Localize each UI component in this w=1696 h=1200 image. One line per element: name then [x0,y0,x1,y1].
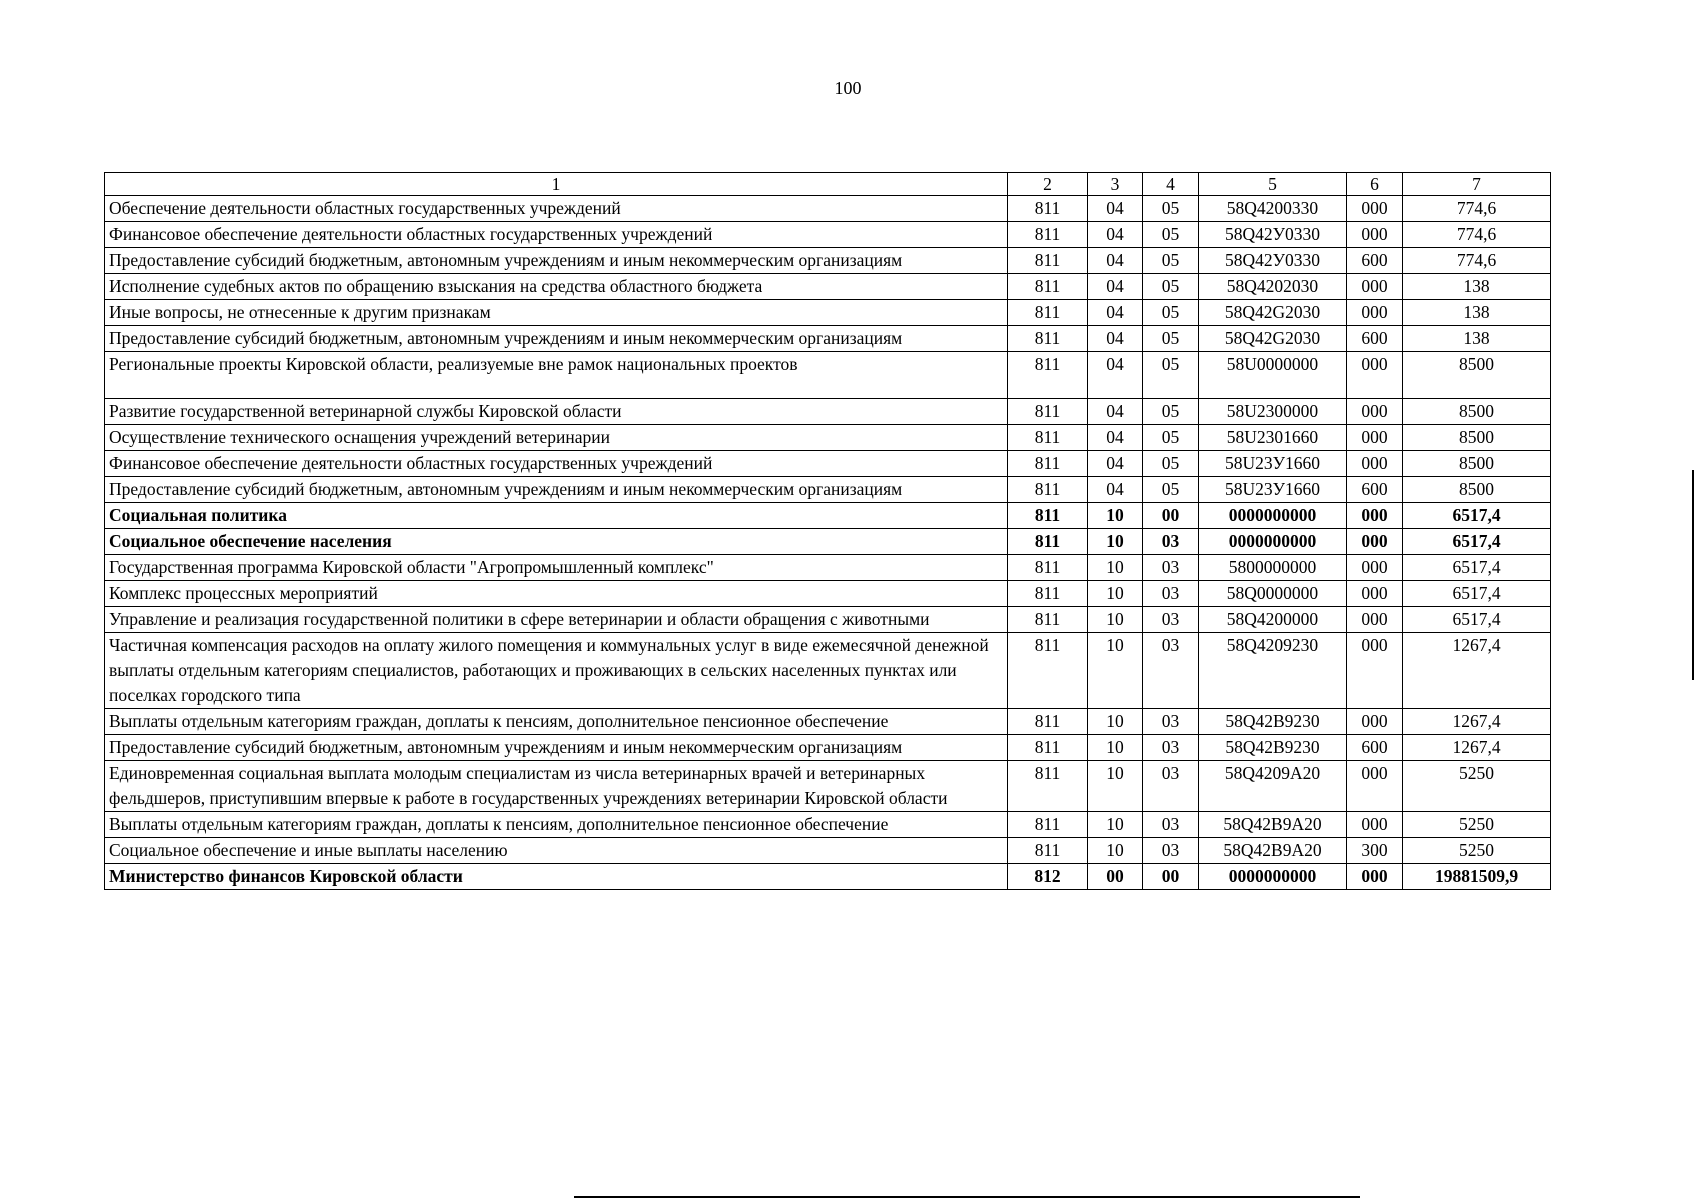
subsection-cell: 05 [1143,451,1199,477]
table-row [105,300,1551,326]
header-cell: 5 [1199,173,1347,196]
amount-cell: 774,6 [1403,248,1551,274]
section-cell: 10 [1088,838,1143,864]
chapter-cell: 811 [1008,300,1088,326]
chapter-cell: 811 [1008,352,1088,399]
chapter-cell: 811 [1008,196,1088,222]
table-row [105,503,1551,529]
amount-cell: 774,6 [1403,222,1551,248]
target-article-cell: 58Q4209230 [1199,633,1347,709]
target-article-cell: 0000000000 [1199,503,1347,529]
amount-cell: 6517,4 [1403,581,1551,607]
expense-type-cell: 000 [1347,607,1403,633]
row-name-cell: Министерство финансов Кировской области [105,864,1008,890]
table-row [105,425,1551,451]
chapter-cell: 811 [1008,451,1088,477]
section-cell: 04 [1088,425,1143,451]
header-cell: 2 [1008,173,1088,196]
chapter-cell: 811 [1008,477,1088,503]
target-article-cell: 58Q42B9A20 [1199,838,1347,864]
expense-type-cell: 000 [1347,864,1403,890]
table-row [105,864,1551,890]
expense-type-cell: 000 [1347,633,1403,709]
expense-type-cell: 000 [1347,709,1403,735]
header-cell: 3 [1088,173,1143,196]
expense-type-cell: 000 [1347,451,1403,477]
section-cell: 10 [1088,555,1143,581]
page-number: 100 [834,78,862,98]
expense-type-cell: 000 [1347,399,1403,425]
section-cell: 04 [1088,326,1143,352]
table-row [105,735,1551,761]
expense-type-cell: 600 [1347,248,1403,274]
table-row [105,196,1551,222]
chapter-cell: 811 [1008,274,1088,300]
chapter-cell: 811 [1008,503,1088,529]
section-cell: 04 [1088,451,1143,477]
section-cell: 04 [1088,274,1143,300]
row-name-cell: Социальная политика [105,503,1008,529]
row-name-cell: Комплекс процессных мероприятий [105,581,1008,607]
section-cell: 10 [1088,812,1143,838]
target-article-cell: 58Q4200330 [1199,196,1347,222]
target-article-cell: 58Q42B9230 [1199,709,1347,735]
table-row [105,709,1551,735]
chapter-cell: 811 [1008,326,1088,352]
section-cell: 04 [1088,222,1143,248]
amount-cell: 138 [1403,300,1551,326]
target-article-cell: 58U2301660 [1199,425,1347,451]
subsection-cell: 03 [1143,838,1199,864]
chapter-cell: 811 [1008,735,1088,761]
table-row [105,451,1551,477]
subsection-cell: 03 [1143,555,1199,581]
chapter-cell: 811 [1008,812,1088,838]
table-row [105,399,1551,425]
scan-edge-mark [1692,470,1694,680]
table-row [105,812,1551,838]
expense-type-cell: 000 [1347,352,1403,399]
amount-cell: 1267,4 [1403,709,1551,735]
expense-type-cell: 000 [1347,196,1403,222]
amount-cell: 6517,4 [1403,607,1551,633]
header-cell: 6 [1347,173,1403,196]
row-name-cell: Частичная компенсация расходов на оплату жилого помещения и коммунальных услуг в виде ежемесячной денежной выплаты отдельным категориям специалистов, работающих и проживающих в сельских населенных пунктах или поселках городского типа [105,633,1008,709]
amount-cell: 1267,4 [1403,735,1551,761]
expense-type-cell: 000 [1347,300,1403,326]
chapter-cell: 812 [1008,864,1088,890]
amount-cell: 5250 [1403,838,1551,864]
row-name-cell: Исполнение судебных актов по обращению взыскания на средства областного бюджета [105,274,1008,300]
table-row [105,761,1551,812]
row-name-cell: Обеспечение деятельности областных государственных учреждений [105,196,1008,222]
table-row [105,838,1551,864]
row-name-cell: Государственная программа Кировской области "Агропромышленный комплекс" [105,555,1008,581]
expense-type-cell: 000 [1347,761,1403,812]
target-article-cell: 58Q42B9230 [1199,735,1347,761]
table-row [105,607,1551,633]
row-name-cell: Иные вопросы, не отнесенные к другим признакам [105,300,1008,326]
row-name-cell: Предоставление субсидий бюджетным, автономным учреждениям и иным некоммерческим организациям [105,477,1008,503]
subsection-cell: 03 [1143,633,1199,709]
chapter-cell: 811 [1008,607,1088,633]
section-cell: 10 [1088,529,1143,555]
row-name-cell: Предоставление субсидий бюджетным, автономным учреждениям и иным некоммерческим организациям [105,326,1008,352]
table-row [105,477,1551,503]
amount-cell: 1267,4 [1403,633,1551,709]
target-article-cell: 58Q4202030 [1199,274,1347,300]
header-cell: 7 [1403,173,1551,196]
subsection-cell: 05 [1143,352,1199,399]
chapter-cell: 811 [1008,555,1088,581]
expense-type-cell: 000 [1347,812,1403,838]
section-cell: 04 [1088,300,1143,326]
subsection-cell: 03 [1143,709,1199,735]
bottom-rule [574,1196,1360,1198]
target-article-cell: 58U0000000 [1199,352,1347,399]
target-article-cell: 58Q42У0330 [1199,222,1347,248]
table-row [105,274,1551,300]
table-row [105,248,1551,274]
section-cell: 00 [1088,864,1143,890]
subsection-cell: 05 [1143,248,1199,274]
amount-cell: 8500 [1403,425,1551,451]
chapter-cell: 811 [1008,425,1088,451]
target-article-cell: 58Q0000000 [1199,581,1347,607]
table-row [105,352,1551,399]
subsection-cell: 03 [1143,812,1199,838]
table-row [105,633,1551,709]
expense-type-cell: 000 [1347,425,1403,451]
subsection-cell: 03 [1143,607,1199,633]
row-name-cell: Финансовое обеспечение деятельности областных государственных учреждений [105,222,1008,248]
row-name-cell: Выплаты отдельным категориям граждан, доплаты к пенсиям, дополнительное пенсионное обеспечение [105,709,1008,735]
table-body [105,196,1551,890]
expense-type-cell: 000 [1347,529,1403,555]
row-name-cell: Осуществление технического оснащения учреждений ветеринарии [105,425,1008,451]
table-row [105,555,1551,581]
expense-type-cell: 000 [1347,555,1403,581]
row-name-cell: Финансовое обеспечение деятельности областных государственных учреждений [105,451,1008,477]
chapter-cell: 811 [1008,222,1088,248]
section-cell: 10 [1088,503,1143,529]
row-name-cell: Региональные проекты Кировской области, реализуемые вне рамок национальных проектов [105,352,1008,399]
section-cell: 04 [1088,399,1143,425]
row-name-cell: Развитие государственной ветеринарной службы Кировской области [105,399,1008,425]
expense-type-cell: 000 [1347,222,1403,248]
expense-type-cell: 000 [1347,274,1403,300]
expense-type-cell: 000 [1347,581,1403,607]
target-article-cell: 58U2300000 [1199,399,1347,425]
table-row [105,581,1551,607]
target-article-cell: 58Q4200000 [1199,607,1347,633]
header-cell: 4 [1143,173,1199,196]
subsection-cell: 05 [1143,222,1199,248]
amount-cell: 19881509,9 [1403,864,1551,890]
header-row [105,173,1551,196]
amount-cell: 8500 [1403,477,1551,503]
subsection-cell: 05 [1143,196,1199,222]
subsection-cell: 05 [1143,326,1199,352]
chapter-cell: 811 [1008,633,1088,709]
amount-cell: 8500 [1403,399,1551,425]
amount-cell: 138 [1403,274,1551,300]
section-cell: 10 [1088,633,1143,709]
chapter-cell: 811 [1008,838,1088,864]
amount-cell: 6517,4 [1403,529,1551,555]
subsection-cell: 05 [1143,477,1199,503]
row-name-cell: Предоставление субсидий бюджетным, автономным учреждениям и иным некоммерческим организациям [105,735,1008,761]
chapter-cell: 811 [1008,709,1088,735]
table-row [105,222,1551,248]
target-article-cell: 58Q42G2030 [1199,300,1347,326]
amount-cell: 138 [1403,326,1551,352]
subsection-cell: 05 [1143,399,1199,425]
amount-cell: 5250 [1403,812,1551,838]
header-cell: 1 [105,173,1008,196]
target-article-cell: 5800000000 [1199,555,1347,581]
expense-type-cell: 300 [1347,838,1403,864]
section-cell: 10 [1088,607,1143,633]
subsection-cell: 00 [1143,864,1199,890]
subsection-cell: 05 [1143,274,1199,300]
row-name-cell: Социальное обеспечение населения [105,529,1008,555]
target-article-cell: 58Q42B9A20 [1199,812,1347,838]
section-cell: 10 [1088,581,1143,607]
target-article-cell: 0000000000 [1199,864,1347,890]
section-cell: 10 [1088,761,1143,812]
target-article-cell: 58Q42G2030 [1199,326,1347,352]
target-article-cell: 0000000000 [1199,529,1347,555]
amount-cell: 6517,4 [1403,503,1551,529]
section-cell: 10 [1088,709,1143,735]
subsection-cell: 05 [1143,425,1199,451]
section-cell: 04 [1088,196,1143,222]
section-cell: 10 [1088,735,1143,761]
subsection-cell: 03 [1143,581,1199,607]
section-cell: 04 [1088,352,1143,399]
amount-cell: 8500 [1403,352,1551,399]
amount-cell: 8500 [1403,451,1551,477]
row-name-cell: Предоставление субсидий бюджетным, автономным учреждениям и иным некоммерческим организациям [105,248,1008,274]
expense-type-cell: 600 [1347,735,1403,761]
subsection-cell: 00 [1143,503,1199,529]
subsection-cell: 05 [1143,300,1199,326]
subsection-cell: 03 [1143,735,1199,761]
chapter-cell: 811 [1008,761,1088,812]
budget-table [104,172,1551,890]
amount-cell: 5250 [1403,761,1551,812]
table-row [105,326,1551,352]
target-article-cell: 58Q42У0330 [1199,248,1347,274]
chapter-cell: 811 [1008,529,1088,555]
expense-type-cell: 600 [1347,477,1403,503]
section-cell: 04 [1088,477,1143,503]
amount-cell: 6517,4 [1403,555,1551,581]
amount-cell: 774,6 [1403,196,1551,222]
row-name-cell: Управление и реализация государственной политики в сфере ветеринарии и области обращения с животными [105,607,1008,633]
chapter-cell: 811 [1008,399,1088,425]
section-cell: 04 [1088,248,1143,274]
target-article-cell: 58Q4209A20 [1199,761,1347,812]
row-name-cell: Выплаты отдельным категориям граждан, доплаты к пенсиям, дополнительное пенсионное обеспечение [105,812,1008,838]
expense-type-cell: 600 [1347,326,1403,352]
chapter-cell: 811 [1008,248,1088,274]
expense-type-cell: 000 [1347,503,1403,529]
table-row [105,529,1551,555]
target-article-cell: 58U23У1660 [1199,451,1347,477]
subsection-cell: 03 [1143,761,1199,812]
subsection-cell: 03 [1143,529,1199,555]
row-name-cell: Социальное обеспечение и иные выплаты населению [105,838,1008,864]
target-article-cell: 58U23У1660 [1199,477,1347,503]
chapter-cell: 811 [1008,581,1088,607]
row-name-cell: Единовременная социальная выплата молодым специалистам из числа ветеринарных врачей и ветеринарных фельдшеров, приступившим впервые к работе в государственных учреждениях ветеринарии Кировской области [105,761,1008,812]
